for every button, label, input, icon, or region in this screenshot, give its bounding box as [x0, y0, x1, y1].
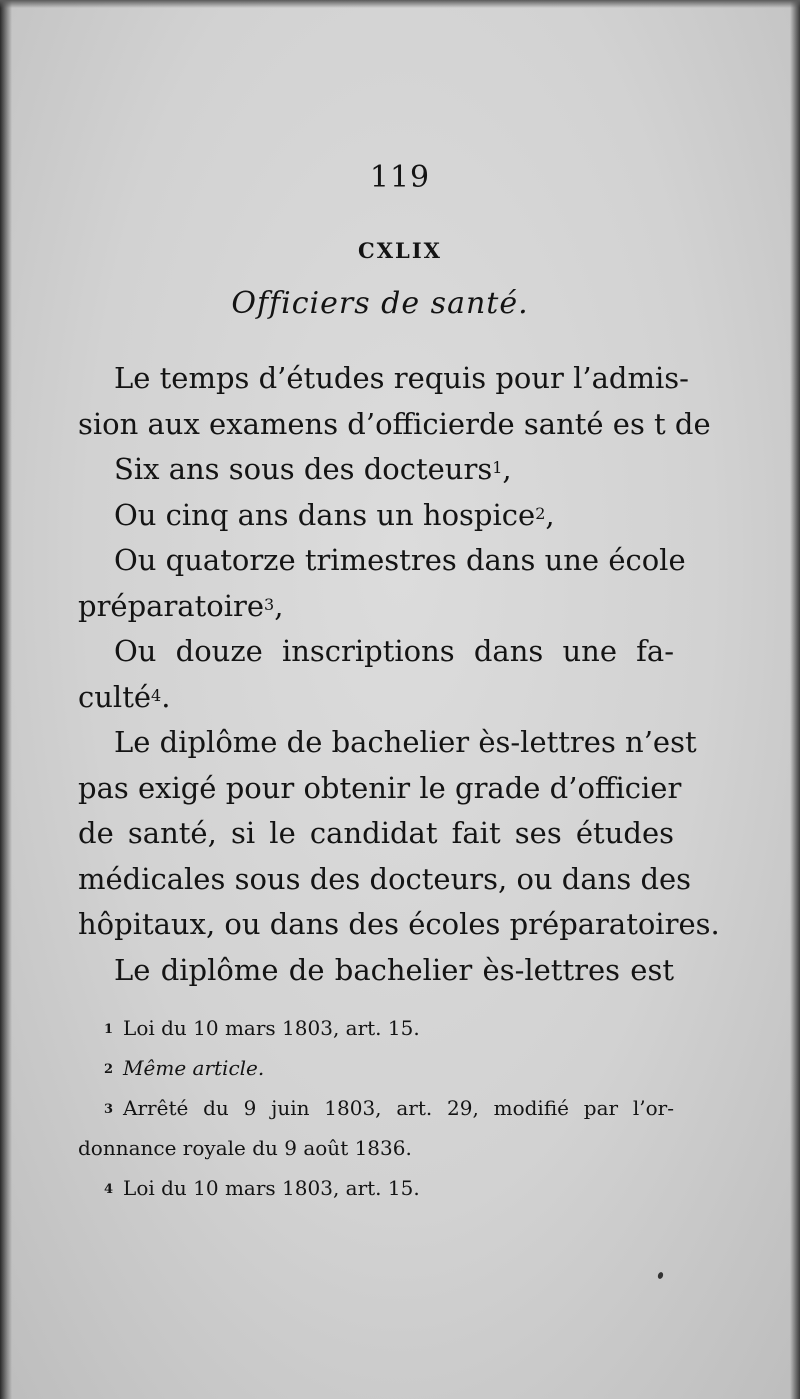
footnote-continuation [78, 1128, 674, 1168]
footnote-text: Arrêté du 9 juin 1803, art. 29, modifié par l’or- [123, 1096, 674, 1120]
body-line: pas exigé pour obtenir le grade d’officier [78, 770, 682, 805]
body-line: Le diplôme de bachelier ès-lettres est [114, 952, 674, 987]
footnote-ref: 4 [151, 685, 162, 705]
page-edge-shadow-top [0, 0, 800, 8]
body-text [78, 356, 720, 993]
page-number: 119 [369, 160, 431, 195]
body-line: Ou quatorze trimestres dans une école [114, 543, 686, 577]
line-punctuation: . [161, 679, 171, 714]
line-punctuation: , [502, 452, 512, 486]
footnote-mark: 4 [104, 1182, 114, 1197]
body-line: médicales sous des docteurs, ou dans des [78, 861, 692, 896]
line-punctuation: , [274, 588, 284, 623]
footnote-text: Loi du 10 mars 1803, art. 15. [123, 1176, 420, 1200]
body-line: Ou douze inscriptions dans une fa- [114, 634, 674, 668]
footnote-text: Loi du 10 mars 1803, art. 15. [123, 1016, 420, 1040]
footnote [78, 1048, 674, 1088]
body-line-text: Ou cinq ans dans un hospice [114, 497, 536, 532]
body-line: Le diplôme de bachelier ès-lettres n’est [114, 725, 697, 759]
body-line: de santé, si le candidat fait ses études [78, 816, 674, 850]
body-line-text: Six ans sous des docteurs [114, 452, 493, 486]
body-line [78, 493, 674, 539]
footnote-ref: 3 [264, 594, 275, 614]
body-line: Le temps d’études requis pour l’admis- [114, 361, 689, 395]
body-line [78, 675, 674, 721]
footnote-ref: 2 [535, 503, 546, 523]
body-line-text: culté [78, 679, 152, 714]
footnote [78, 1168, 674, 1208]
section-title: Officiers de santé. [231, 286, 529, 321]
page-edge-shadow-right [790, 0, 800, 1399]
footnote-mark: 1 [104, 1022, 114, 1037]
body-line [78, 584, 674, 630]
footnote-text: donnance royale du 9 août 1836. [78, 1136, 412, 1160]
body-line: sion aux examens d’officierde santé es t de [78, 406, 711, 441]
line-punctuation: , [545, 497, 555, 532]
page-edge-shadow-left [0, 0, 12, 1399]
body-line: hôpitaux, ou dans des écoles préparatoires. [78, 907, 720, 941]
footnote [78, 1088, 674, 1128]
footnote-mark: 3 [104, 1102, 114, 1117]
body-line-text: préparatoire [78, 588, 265, 623]
footnote-text: Même article. [123, 1056, 265, 1080]
footnote-mark: 2 [104, 1062, 114, 1077]
section-numeral: CXLIX [358, 238, 442, 263]
ink-speck [657, 1271, 664, 1279]
footnote [78, 1008, 674, 1048]
body-line [78, 447, 674, 493]
footnote-ref: 1 [492, 458, 503, 477]
footnotes [78, 1008, 674, 1208]
